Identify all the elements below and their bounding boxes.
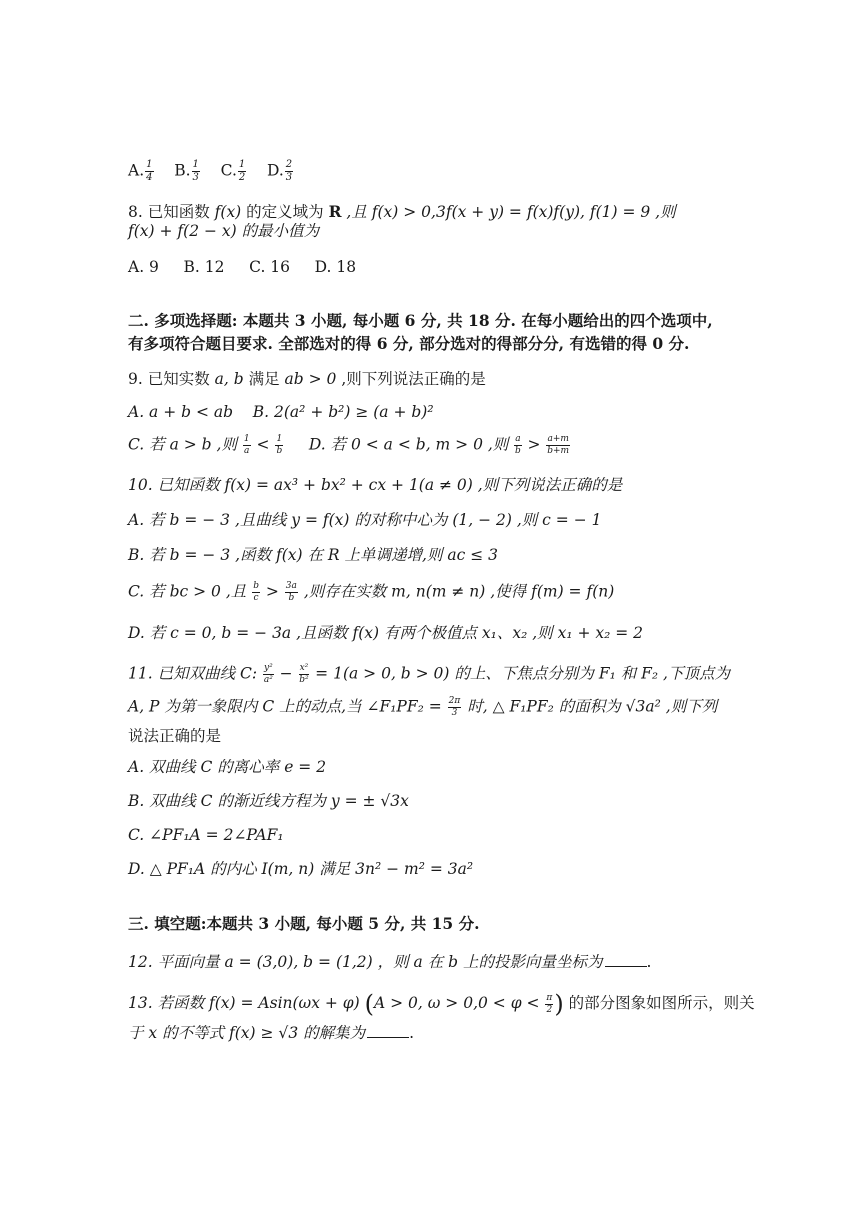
q13-stem-line1 [128, 990, 755, 1019]
q13-paren-left: ( [364, 990, 374, 1018]
q10-c-prefix: C. 若 bc > 0 ,且 [128, 582, 252, 601]
q10-c-suffix: ,则存在实数 m, n(m ≠ n) ,使得 f(m) = f(n) [298, 582, 615, 601]
q12-end: . [646, 953, 652, 971]
q12-answer-blank[interactable] [605, 954, 647, 967]
q8-stem-line2: f(x) + f(2 − x) 的最小值为 [128, 222, 320, 240]
q11-frac-x2b2: $\frac{\text{x²}}{\text{b²}}$ [299, 663, 309, 685]
option-d-label: D. [266, 161, 284, 180]
q8-domain-text: 的定义域为 [241, 203, 329, 221]
q11-stem-line3: 说法正确的是 [128, 727, 222, 745]
q9-option-d-prefix: D. 若 0 < a < b, m > 0 ,则 [308, 435, 514, 454]
q11-frac-2pi3: $\frac{2\pi}{3}$ [448, 696, 461, 718]
q9-options-cd [128, 435, 571, 456]
q11-option-a: A. 双曲线 C 的离心率 e = 2 [128, 758, 327, 776]
q11-line2-prefix: A, P 为第一象限内 C 上的动点,当 ∠F₁PF₂ = [128, 697, 447, 716]
q11-minus: − [274, 664, 298, 683]
q11-stem-line1 [128, 664, 730, 685]
q13-suffix: 的部分图象如图所示，则关 [563, 994, 755, 1012]
q11-option-d: D. △ PF₁A 的内心 I(m, n) 满足 3n² − m² = 3a² [128, 860, 474, 878]
q13-paren-right: ) [554, 990, 564, 1018]
q13-frac-pi2: $\frac{\pi}{2}$ [546, 992, 553, 1015]
q8-stem-line1 [128, 203, 676, 222]
q11-option-c: C. ∠PF₁A = 2∠PAF₁ [128, 826, 284, 844]
q11-frac-y2a2: $\frac{\text{y²}}{\text{a²}}$ [263, 663, 273, 685]
option-a-frac: $\frac{1}{4}$ [146, 159, 153, 183]
q7-options [128, 160, 294, 183]
q10-option-c [128, 582, 614, 603]
q8-fx: f(x) [214, 203, 242, 221]
option-c-frac: $\frac{1}{2}$ [238, 159, 246, 183]
q11-option-b: B. 双曲线 C 的渐近线方程为 y = ± √3x [128, 792, 409, 810]
q9-c-frac-left: $\frac{1}{a}$ [243, 434, 250, 456]
q11-suffix: = 1(a > 0, b > 0) 的上、下焦点分别为 F₁ 和 F₂ ,下顶点为 [310, 664, 730, 683]
q9-options-ab [128, 403, 434, 422]
option-b-frac: $\frac{1}{3}$ [192, 159, 199, 183]
q9-vars: a, b [214, 370, 244, 388]
section-2-heading-line2: 有多项符合题目要求. 全部选对的得 6 分, 部分选对的得部分分, 有选错的得 0 分. [128, 334, 690, 353]
q13-answer-blank[interactable] [367, 1025, 409, 1038]
q12-text: 12. 平面向量 a = (3,0), b = (1,2) ，则 a 在 b 上的投影向量坐标为 [128, 953, 603, 971]
q13-prefix: 13. 若函数 f(x) = Asin(ωx + φ) [128, 994, 365, 1012]
q9-mid: 满足 [243, 370, 285, 388]
q8-prefix: 8. 已知函数 [128, 203, 215, 221]
q9-option-a: A. a + b < ab [128, 403, 234, 421]
q11-stem-line2 [128, 697, 717, 718]
option-b-label: B. [174, 161, 191, 180]
q8-options: A. 9 B. 12 C. 16 D. 18 [128, 258, 357, 276]
option-c-label: C. [220, 161, 237, 180]
q11-line2-suffix: 时, △ F₁PF₂ 的面积为 √3a² ,则下列 [462, 697, 718, 716]
q11-prefix: 11. 已知双曲线 C: [128, 664, 263, 683]
q10-c-frac1: $\frac{b}{c}$ [253, 581, 259, 603]
q9-stem [128, 370, 486, 389]
q9-c-frac-right: $\frac{1}{b}$ [276, 434, 283, 456]
q10-option-b: B. 若 b = − 3 ,函数 f(x) 在 R 上单调递增,则 ac ≤ 3 [128, 546, 498, 564]
q9-option-c-prefix: C. 若 a > b ,则 [128, 435, 242, 454]
q9-prefix: 9. 已知实数 [128, 370, 215, 388]
q9-option-b: B. 2(a² + b²) ≥ (a + b)² [252, 403, 434, 421]
q10-c-gt: > [260, 582, 284, 601]
q10-option-a: A. 若 b = − 3 ,且曲线 y = f(x) 的对称中心为 (1, − 2) ,则 c = − 1 [128, 511, 602, 529]
q8-real-set: R [328, 202, 342, 221]
q13-stem-line2 [128, 1024, 414, 1043]
q9-c-lt: < [251, 435, 275, 454]
q9-cond: ab > 0 [284, 370, 337, 388]
q9-d-frac-right: $\frac{a+m}{b+m}$ [547, 434, 570, 456]
section-3-heading: 三. 填空题:本题共 3 小题, 每小题 5 分, 共 15 分. [128, 914, 480, 933]
q10-option-d: D. 若 c = 0, b = − 3a ,且函数 f(x) 有两个极值点 x₁、x₂ ,则 x₁ + x₂ = 2 [128, 624, 644, 642]
option-a-label: A. [128, 161, 145, 180]
q8-condition: ,且 f(x) > 0,3f(x + y) = f(x)f(y), f(1) = 9 ,则 [341, 203, 676, 221]
q12-stem [128, 953, 651, 972]
q13-line2-prefix: 于 x 的不等式 f(x) ≥ √3 的解集为 [128, 1024, 366, 1042]
q9-d-frac-left: $\frac{a}{b}$ [515, 434, 521, 456]
q13-end: . [409, 1024, 415, 1042]
q9-suffix: ,则下列说法正确的是 [336, 370, 486, 388]
q13-condition: A > 0, ω > 0,0 < φ < [373, 994, 545, 1012]
option-d-frac: $\frac{2}{3}$ [285, 159, 293, 183]
q10-stem: 10. 已知函数 f(x) = ax³ + bx² + cx + 1(a ≠ 0) ,则下列说法正确的是 [128, 476, 623, 494]
q10-c-frac2: $\frac{3a}{b}$ [285, 581, 297, 603]
section-2-heading-line1: 二. 多项选择题: 本题共 3 小题, 每小题 6 分, 共 18 分. 在每小题给出的四个选项中, [128, 311, 713, 330]
q9-d-gt: > [522, 435, 546, 454]
